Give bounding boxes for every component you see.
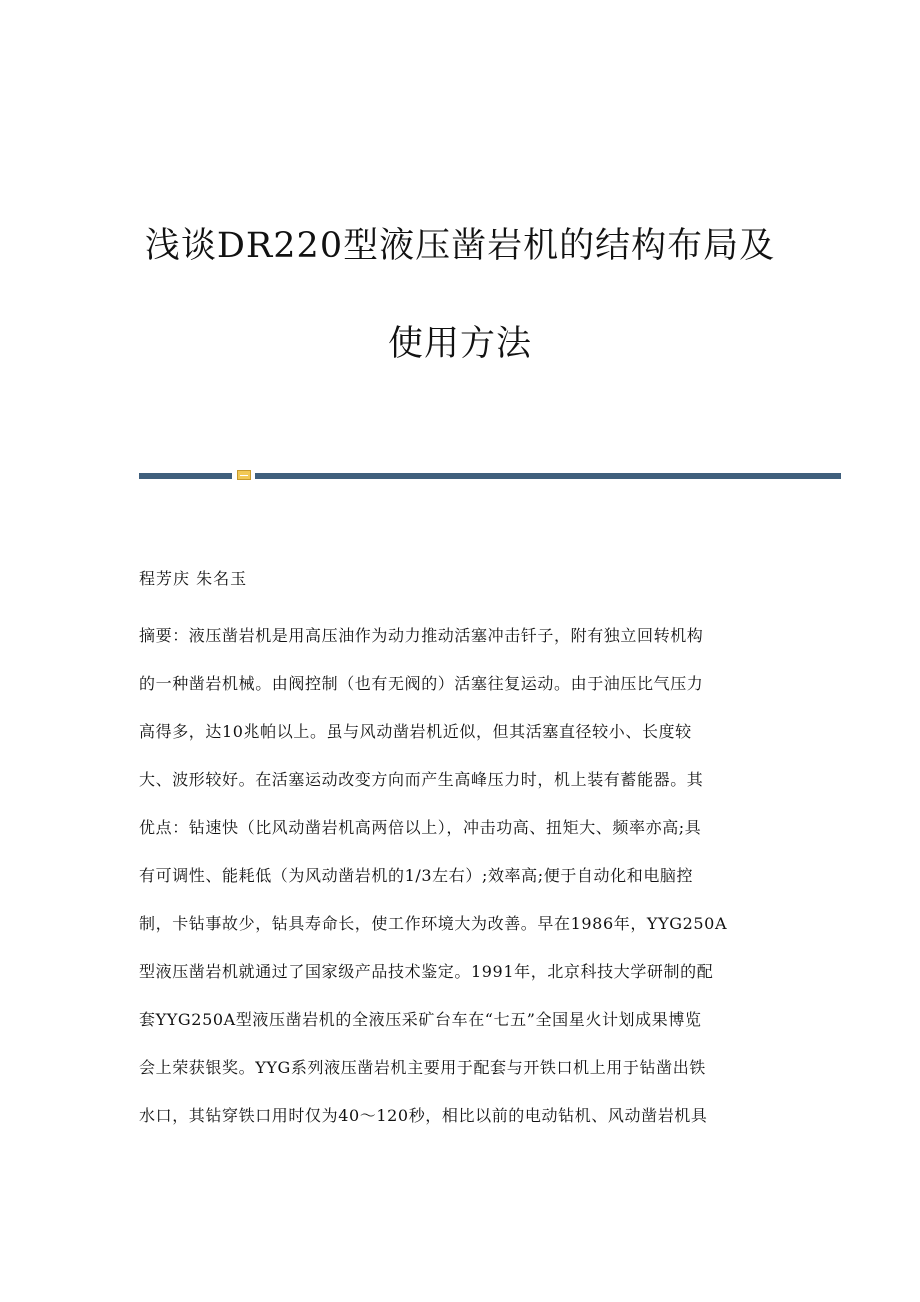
abstract-line: 会上荣获银奖。YYG系列液压凿岩机主要用于配套与开铁口机上用于钻凿出铁	[139, 1058, 706, 1077]
document-title-line-1: 浅谈DR220型液压凿岩机的结构布局及	[144, 226, 776, 266]
abstract-line: 有可调性、能耗低（为风动凿岩机的1/3左右）;效率高;便于自动化和电脑控	[139, 866, 694, 885]
divider-bar-right	[255, 473, 841, 479]
abstract-line: 大、波形较好。在活塞运动改变方向而产生高峰压力时，机上装有蓄能器。其	[139, 770, 704, 789]
abstract-line: 的一种凿岩机械。由阀控制（也有无阀的）活塞往复运动。由于油压比气压力	[139, 674, 704, 693]
authors-line: 程芳庆 朱名玉	[139, 569, 248, 588]
divider-bar-left	[139, 473, 232, 479]
abstract-line: 优点：钻速快（比风动凿岩机高两倍以上），冲击功高、扭矩大、频率亦高;具	[139, 818, 702, 837]
abstract-line: 水口，其钻穿铁口用时仅为40～120秒，相比以前的电动钻机、风动凿岩机具	[139, 1106, 708, 1125]
abstract-line: 摘要：液压凿岩机是用高压油作为动力推动活塞冲击钎子，附有独立回转机构	[139, 626, 704, 645]
abstract-line: 套YYG250A型液压凿岩机的全液压采矿台车在“七五”全国星火计划成果博览	[139, 1010, 702, 1029]
document-title-line-2: 使用方法	[387, 324, 532, 364]
title-divider	[139, 470, 841, 480]
abstract-line: 制，卡钻事故少，钻具寿命长，使工作环境大为改善。早在1986年，YYG250A	[139, 914, 728, 933]
abstract-paragraph	[139, 624, 789, 1152]
abstract-line: 型液压凿岩机就通过了国家级产品技术鉴定。1991年，北京科技大学研制的配	[139, 962, 714, 981]
abstract-line: 高得多，达10兆帕以上。虽与风动凿岩机近似，但其活塞直径较小、长度较	[139, 722, 692, 741]
envelope-icon	[237, 470, 251, 480]
